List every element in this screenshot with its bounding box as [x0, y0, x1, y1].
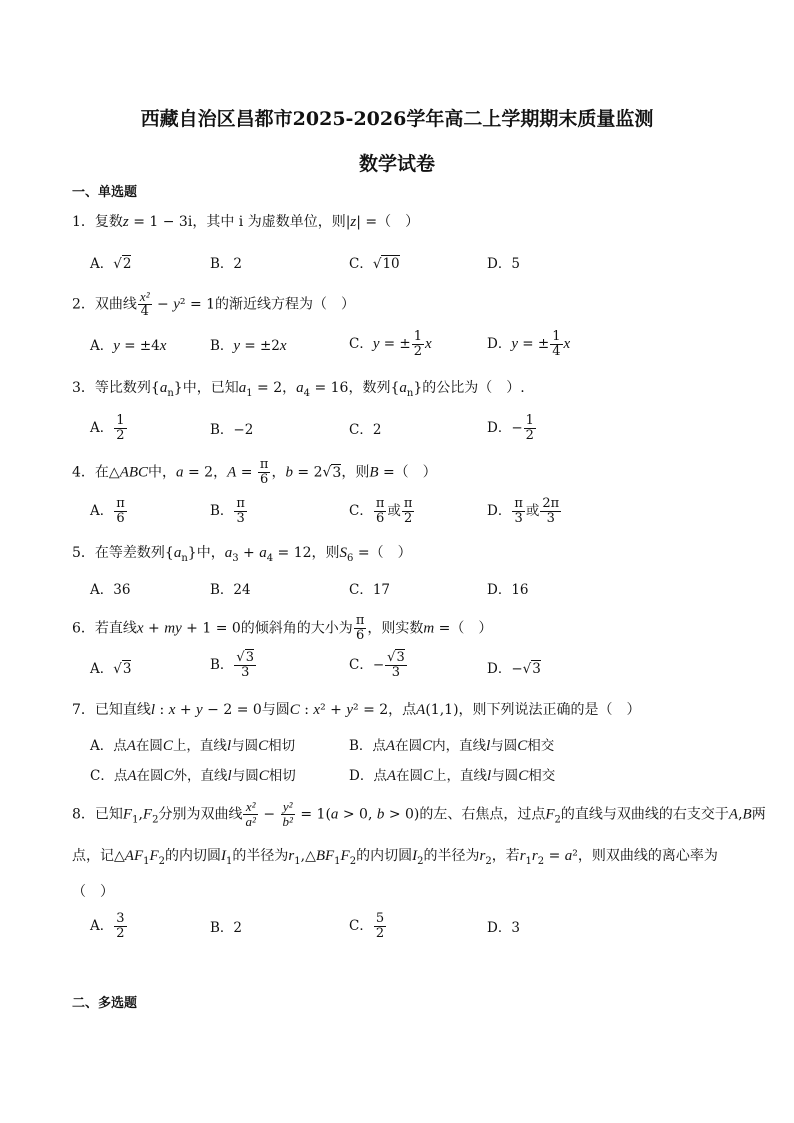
q8-option-a[interactable]: A． $\frac{3}{2}$ [90, 911, 125, 941]
q4-option-d[interactable]: D． $\frac{\pi}{3}$ 或 $\frac{2\pi}{3}$ [487, 496, 560, 526]
q7-option-d[interactable]: D．点A在圆C上，直线l与圆C相交 [349, 768, 556, 784]
q1-option-a[interactable]: A．√2 [90, 256, 132, 272]
q6-option-b[interactable]: B． $\frac{√3}{3}$ [210, 650, 254, 680]
q8-option-d[interactable]: D．3 [487, 920, 520, 936]
question-8-line-3: （ ） [72, 884, 114, 900]
q7-option-b[interactable]: B．点A在圆C内，直线l与圆C相交 [349, 738, 555, 754]
q5-option-a[interactable]: A．36 [90, 582, 131, 598]
q6-option-a[interactable]: A．√3 [90, 661, 132, 677]
q3-option-b[interactable]: B．−2 [210, 422, 254, 438]
q2-option-d[interactable]: D．y = ± $\frac{1}{4}$ x [487, 329, 571, 359]
q3-option-c[interactable]: C．2 [349, 422, 382, 438]
q7-option-c[interactable]: C．点A在圆C外，直线l与圆C相切 [90, 768, 296, 784]
q4-option-a[interactable]: A． $\frac{\pi}{6}$ [90, 496, 125, 526]
q1-option-b[interactable]: B．2 [210, 256, 243, 272]
q3-option-d[interactable]: D．− $\frac{1}{2}$ [487, 413, 534, 443]
q2-option-c[interactable]: C．y = ± $\frac{1}{2}$ x [349, 329, 432, 359]
question-3: 3．等比数列$\{a_n\}$中，已知$a_1 = 2$，$a_4 = 16$，数列$\{a_n\}$的公比为（ ）. [72, 380, 525, 399]
question-1: 1．复数z = 1 − 3i，其中 i 为虚数单位，则|z| =（ ） [72, 214, 420, 230]
q4-option-b[interactable]: B． $\frac{\pi}{3}$ [210, 496, 245, 526]
q4-option-c[interactable]: C． $\frac{\pi}{6}$ 或 $\frac{\pi}{2}$ [349, 496, 413, 526]
q2-option-b[interactable]: B．y = ±2x [210, 338, 287, 354]
exam-title: 西藏自治区昌都市2025-2026学年高二上学期期末质量监测 [140, 108, 654, 130]
q8-option-c[interactable]: C． $\frac{5}{2}$ [349, 911, 385, 941]
q6-option-c[interactable]: C．− $\frac{√3}{3}$ [349, 650, 405, 680]
q5-option-b[interactable]: B．24 [210, 582, 251, 598]
question-8-line-2: 点，记$\triangle AF_1F_2$的内切圆$I_1$的半径为$r_1,\triangle BF_1F_2$的内切圆$I_2$的半径为$r_2$，若$r_1r_2 = a^2$，则双曲线的离心率为 [72, 848, 718, 867]
q5-option-c[interactable]: C．17 [349, 582, 391, 598]
question-7: 7．已知直线l : x + y − 2 = 0与圆C : x² + y² = 2，点A(1,1)，则下列说法正确的是（ ） [72, 702, 641, 718]
exam-subtitle: 数学试卷 [358, 153, 435, 175]
q5-option-d[interactable]: D．16 [487, 582, 529, 598]
question-2: 2．双曲线 $\frac{\text{x²}}{4}$ − y² = 1的渐近线方程为（ ） [72, 289, 356, 319]
q6-option-d[interactable]: D．−√3 [487, 661, 541, 677]
q7-option-a[interactable]: A．点A在圆C上，直线l与圆C相切 [90, 738, 296, 754]
q3-option-a[interactable]: A． $\frac{1}{2}$ [90, 413, 125, 443]
section-heading-multi-choice: 二、多选题 [72, 996, 138, 1011]
question-5: 5．在等差数列$\{a_n\}$中，$a_3 + a_4 = 12$，则$S_6$ =（ ） [72, 545, 412, 564]
question-8-line-1: 8．已知$F_1,F_2$分别为双曲线 $\frac{\text{x²}}{\text{a²}}$ − $\frac{\text{y²}}{\text{b²}}$ = 1(a > 0, b > 0)的左、右焦点，过点$F_2$的直线与双曲线的右支交于A,B两 [72, 799, 766, 829]
q8-option-b[interactable]: B．2 [210, 920, 243, 936]
question-4: 4．在△ABC中，a = 2，A = $\frac{\pi}{6}$ ，b = 2√3，则B =（ ） [72, 457, 437, 487]
q1-option-c[interactable]: C．√10 [349, 256, 400, 272]
q2-option-a[interactable]: A．y = ±4x [90, 338, 167, 354]
question-6: 6．若直线x + my + 1 = 0的倾斜角的大小为 $\frac{\pi}{6}$ ，则实数m =（ ） [72, 613, 493, 643]
q1-option-d[interactable]: D．5 [487, 256, 520, 272]
section-heading-single-choice: 一、单选题 [72, 185, 138, 200]
